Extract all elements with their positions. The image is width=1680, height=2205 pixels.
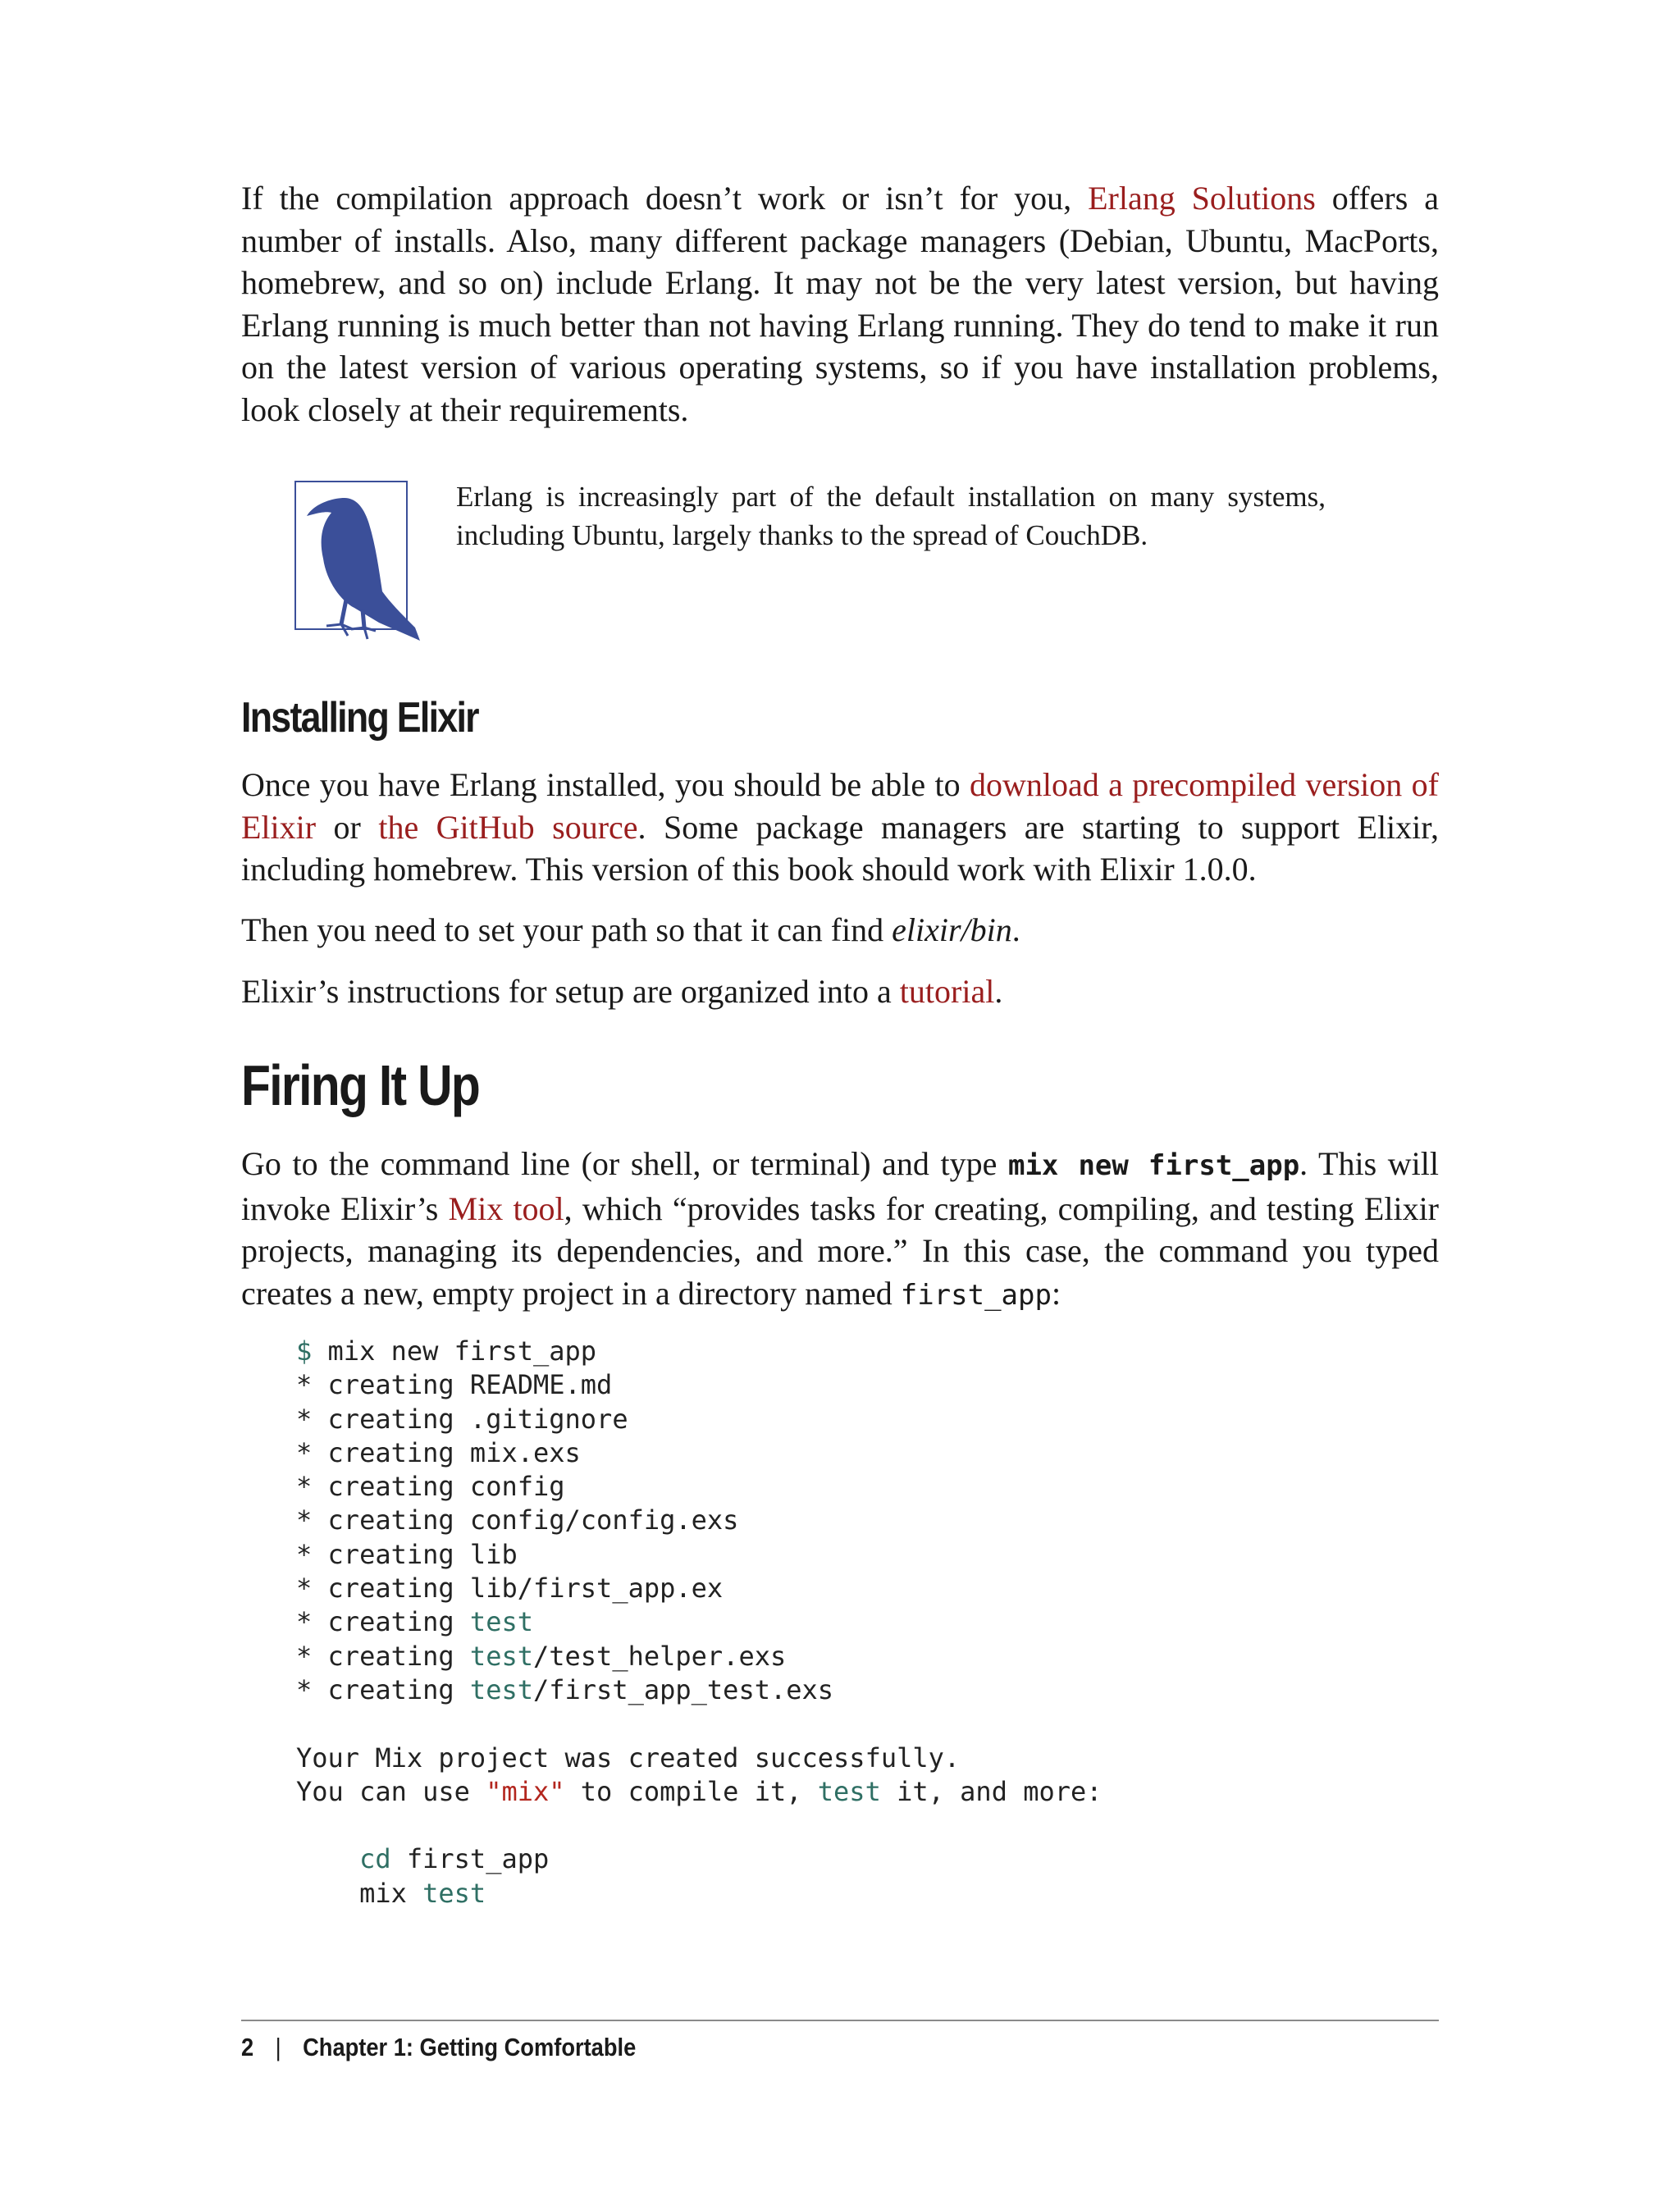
code-line: * creating config/config.exs [296,1504,739,1536]
github-source-link[interactable]: the GitHub source [378,808,638,846]
intro-paragraph [241,177,1439,431]
code-line: * creating config [296,1471,565,1503]
firing-text-4: : [1051,1274,1061,1312]
code-line: * creating test [296,1606,533,1638]
installing-paragraph-1 [241,764,1439,891]
firing-text-3: , which “provides tasks for creating, compiling, and testing Elixir projects, managing its dependencies, and more.” In this case, the command you typed creates a new, empty project in a directory named [241,1189,1439,1312]
firing-text-2: . This will invoke Elixir’s [241,1145,1439,1227]
code-line: * creating test/test_helper.exs [296,1640,787,1672]
tutorial-link[interactable]: tutorial [899,973,995,1010]
chapter-heading-firing-it-up: Firing It Up [241,1053,480,1117]
intro-text-1: If the compilation approach doesn’t work or isn’t for you, [241,180,1089,217]
code-line: cd first_app [359,1843,550,1875]
code-line: You can use "mix" to compile it, test it, and more: [296,1775,1102,1807]
section-heading-installing-elixir: Installing Elixir [241,694,478,742]
download-elixir-link[interactable]: download a precompiled version of Elixir [241,766,1439,846]
path-text-end: . [1011,911,1020,948]
mix-new-command: mix new first_app [1007,1149,1300,1182]
crow-icon [294,480,425,644]
code-line: * creating .gitignore [296,1403,628,1435]
page-number: 2 [241,2033,254,2061]
code-line: mix test [359,1877,486,1909]
installing-text-2: or [316,808,379,846]
note-text: Erlang is increasingly part of the default installation on many systems, including Ubuntu, largely thanks to the spread of CouchDB. [456,481,1326,551]
code-line: $ mix new first_app [296,1335,597,1367]
installing-text-3: . Some package managers are starting to support Elixir, including homebrew. This version of this book should work with Elixir 1.0.0. [241,808,1440,888]
code-line: * creating lib/first_app.ex [296,1573,724,1605]
footer-rule [241,2020,1439,2021]
path-text: Then you need to set your path so that it can find [241,911,892,948]
intro-text-2: offers a number of installs. Also, many different package managers (Debian, Ubuntu, MacPorts, homebrew, and so on) include Erlang. It may not be the very latest version, but having Erlang running is much better than not having Erlang running. They do tend to make it run on the latest version of various operating systems, so if you have installation problems, look closely at their requirements. [241,180,1439,428]
terminal-code-block [296,1335,1102,1911]
firing-paragraph [241,1143,1439,1317]
erlang-solutions-link[interactable]: Erlang Solutions [1088,180,1316,217]
code-line: * creating README.md [296,1369,613,1401]
shell-prompt: $ [296,1335,313,1367]
tutorial-text: Elixir’s instructions for setup are organized into a [241,973,900,1010]
installing-paragraph-2 [241,909,1439,952]
firing-text-1: Go to the command line (or shell, or terminal) and type [241,1145,1008,1182]
first-app-dir: first_app [900,1278,1052,1312]
footer-separator: | [275,2033,281,2061]
page-footer [241,2033,636,2074]
installing-text-1: Once you have Erlang installed, you should be able to [241,766,970,803]
code-line: * creating lib [296,1538,518,1570]
elixir-bin-path: elixir/bin [892,911,1012,948]
installing-paragraph-3 [241,970,1439,1013]
code-line: Your Mix project was created successfully. [296,1742,961,1774]
running-chapter-title: Chapter 1: Getting Comfortable [303,2033,637,2061]
code-line: * creating test/first_app_test.exs [296,1673,834,1705]
code-line: * creating mix.exs [296,1436,581,1468]
tutorial-text-end: . [994,973,1003,1010]
code-line-blank [296,1809,1102,1842]
mix-tool-link[interactable]: Mix tool [448,1189,564,1227]
code-line-blank [296,1707,1102,1741]
